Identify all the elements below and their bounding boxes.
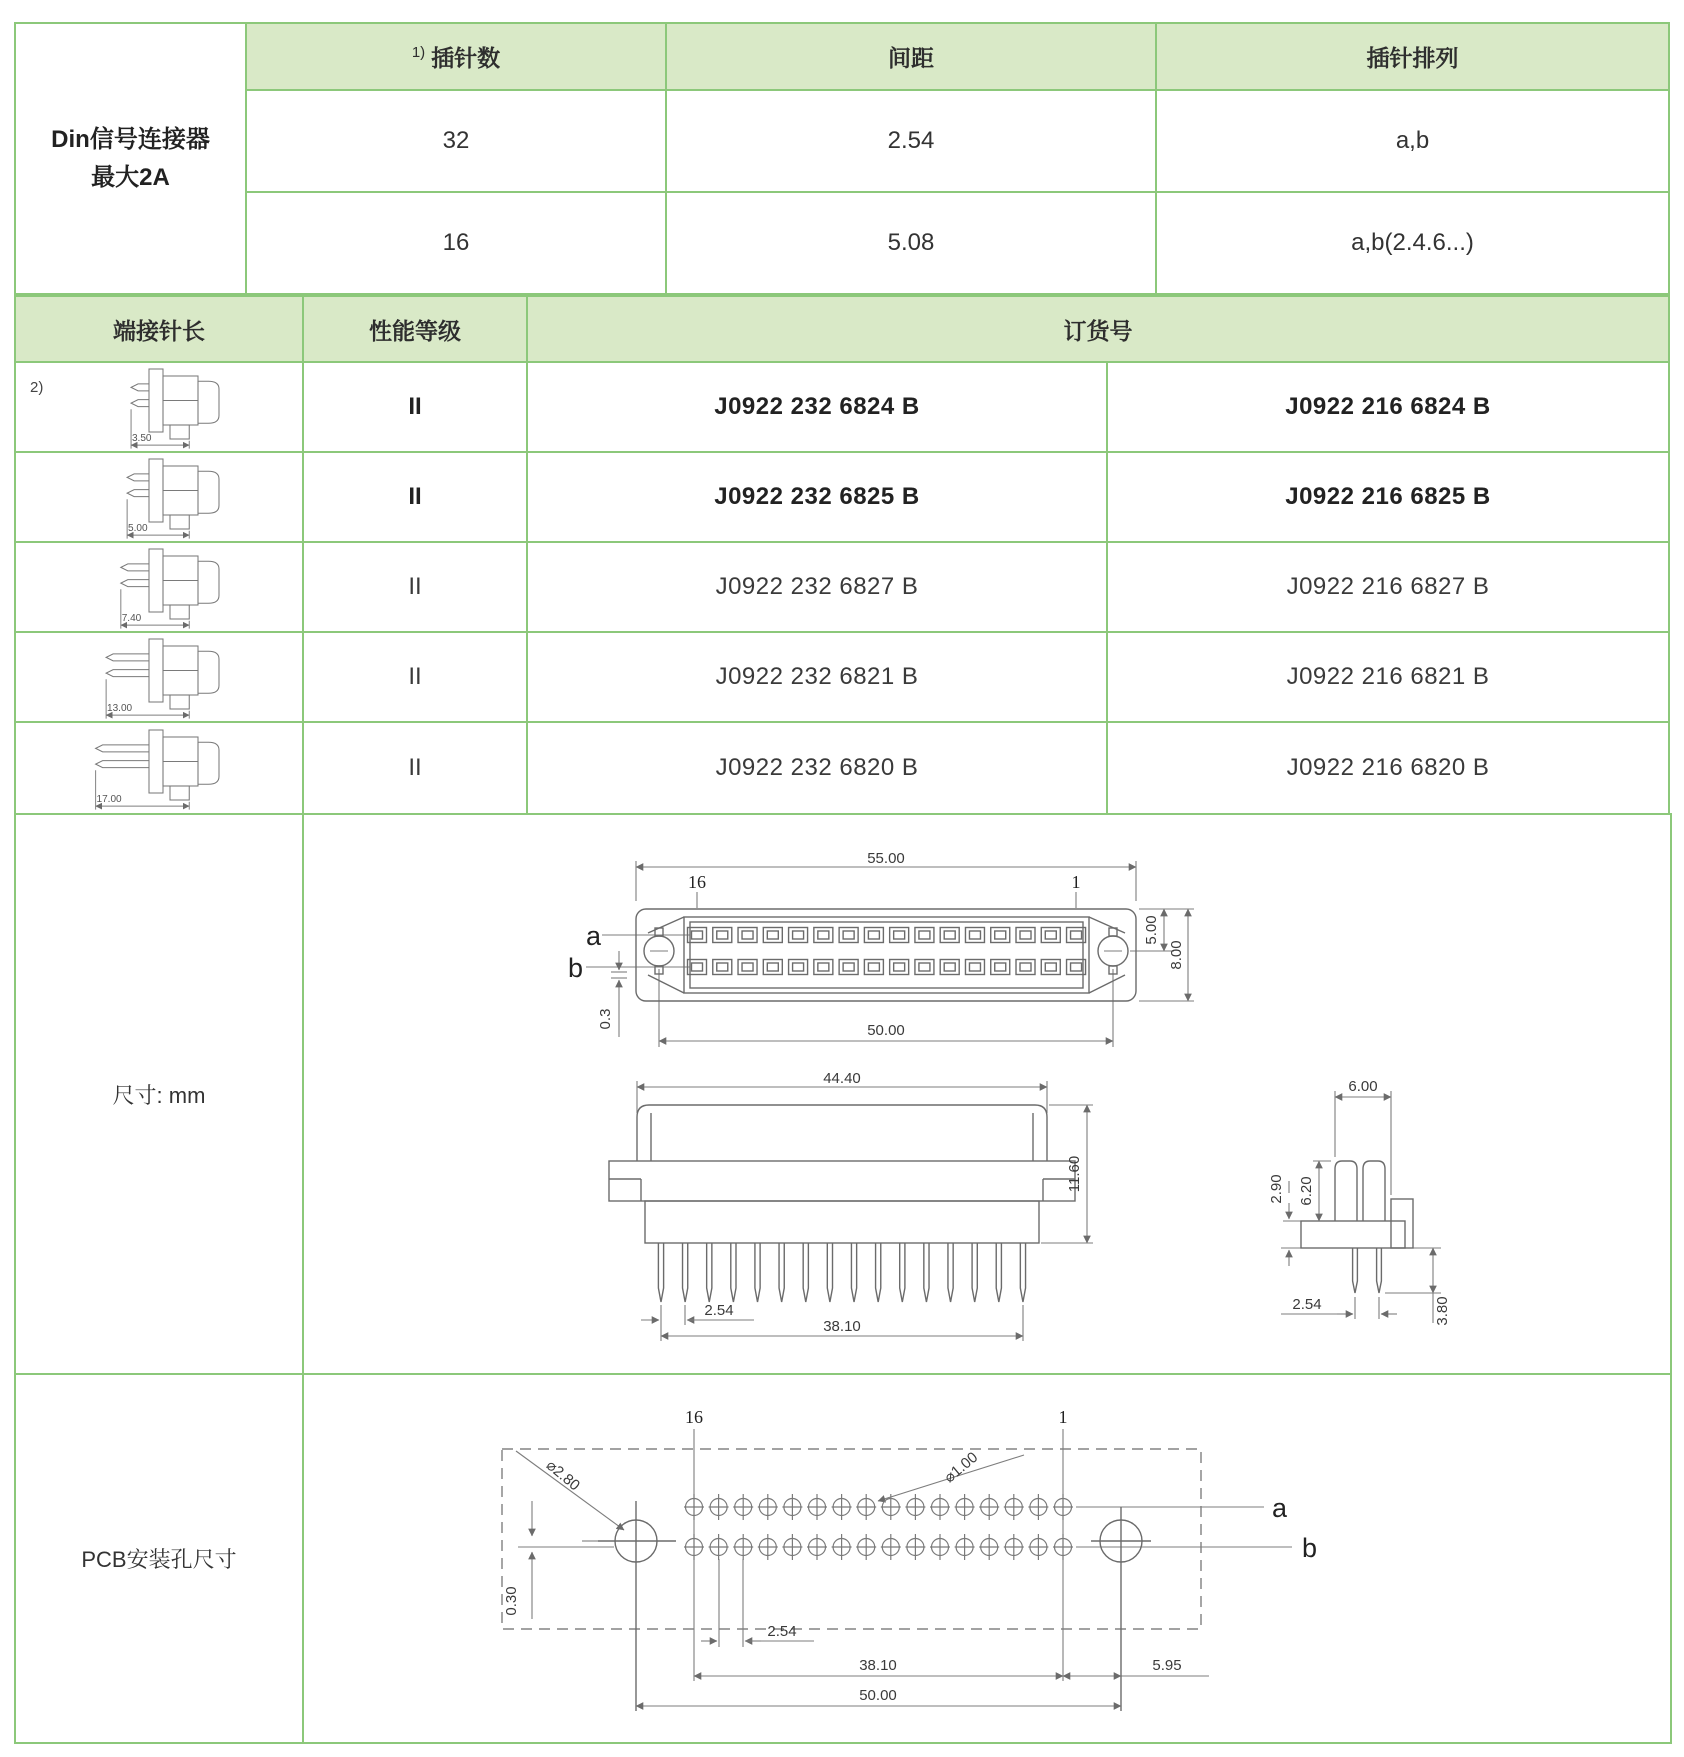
- pins-note-mark: 1): [411, 44, 426, 61]
- end-dim-620: 6.20: [1298, 1176, 1315, 1206]
- order-number-16pin: J0922 216 6824 B: [1108, 363, 1668, 453]
- arrangement-value-row1: a,b: [1157, 91, 1668, 193]
- order-number-16pin: J0922 216 6820 B: [1108, 723, 1668, 813]
- svg-text:3.50: 3.50: [131, 432, 151, 444]
- col-header-order-no: 订货号: [528, 297, 1668, 363]
- svg-text:17.00: 17.00: [96, 793, 122, 805]
- pcb-drawing-area: [304, 1375, 1670, 1742]
- front-body-outline: [636, 909, 1136, 1001]
- bottom-dim-254: 2.54: [704, 1302, 734, 1319]
- pin-length-diagram: [72, 542, 247, 633]
- pitch-value-row2: 5.08: [667, 193, 1157, 293]
- pcb-pin16-label: 16: [685, 1407, 703, 1427]
- bottom-pins: [658, 1243, 1025, 1302]
- order-number-32pin: J0922 232 6824 B: [528, 363, 1108, 453]
- front-dim-8: 8.00: [1168, 940, 1185, 970]
- bottom-dim-3810: 38.10: [823, 1318, 861, 1335]
- arrangement-value-row2: a,b(2.4.6...): [1157, 193, 1668, 293]
- pins-value-row2: 16: [247, 193, 667, 293]
- order-number-32pin: J0922 232 6827 B: [528, 543, 1108, 633]
- end-dim-380: 3.80: [1434, 1296, 1451, 1326]
- order-number-16pin: J0922 216 6825 B: [1108, 453, 1668, 543]
- pin-length-diagram-cell: [16, 453, 304, 543]
- product-name-cell: [16, 24, 247, 293]
- col-header-grade: 性能等级: [304, 297, 528, 363]
- pitch-value-row1: 2.54: [667, 91, 1157, 193]
- col-header-pitch: 间距: [667, 24, 1157, 91]
- footnote-mark: 2): [30, 379, 44, 396]
- grade-value: II: [304, 633, 528, 723]
- col-header-pins: 1) 插针数: [247, 24, 667, 91]
- pcb-dim-3810: 38.10: [859, 1657, 897, 1674]
- pcb-mount-holes: [598, 1501, 1151, 1711]
- front-dim-03: 0.3: [597, 1008, 614, 1030]
- order-number-16pin: J0922 216 6821 B: [1108, 633, 1668, 723]
- pin-length-diagram-cell: [16, 363, 304, 453]
- front-row-b-label: b: [568, 953, 584, 983]
- end-dim-290: 2.90: [1268, 1174, 1285, 1204]
- dimensions-section: [14, 813, 1672, 1375]
- product-name-line1: Din信号连接器: [51, 126, 210, 154]
- pcb-pin-holes: [684, 1494, 1073, 1560]
- svg-text:7.40: 7.40: [121, 612, 141, 624]
- order-number-32pin: J0922 232 6825 B: [528, 453, 1108, 543]
- pin-length-diagram: [72, 723, 247, 814]
- front-pin1-label: 1: [1071, 872, 1081, 892]
- pin-length-diagram-cell: [16, 723, 304, 813]
- pcb-pin1-label: 1: [1058, 1407, 1068, 1427]
- front-view-drawing: [544, 851, 1204, 1065]
- pins-value-row1: 32: [247, 91, 667, 193]
- svg-text:13.00: 13.00: [106, 702, 132, 714]
- pcb-pattern-drawing: [464, 1389, 1364, 1727]
- pcb-dim-5000: 50.00: [859, 1687, 897, 1704]
- pin-length-diagram: [72, 632, 247, 723]
- pcb-section-label: PCB安装孔尺寸: [16, 1375, 304, 1742]
- svg-text:5.00: 5.00: [127, 522, 148, 534]
- end-dim-600: 6.00: [1348, 1078, 1378, 1095]
- pcb-dia-pin: ⌀1.00: [940, 1448, 982, 1487]
- pcb-dim-254: 2.54: [767, 1623, 797, 1640]
- front-dim-55: 55.00: [867, 851, 905, 867]
- pcb-dim-595: 5.95: [1152, 1657, 1182, 1674]
- bottom-dim-1160: 11.60: [1066, 1155, 1083, 1193]
- order-table: [14, 295, 1670, 815]
- order-number-16pin: J0922 216 6827 B: [1108, 543, 1668, 633]
- front-dim-lines: [586, 861, 1194, 1047]
- pcb-dim-030: 0.30: [503, 1586, 520, 1616]
- grade-value: II: [304, 363, 528, 453]
- pin-length-diagram-cell: [16, 543, 304, 633]
- front-pin-cavities: [688, 928, 1086, 975]
- grade-value: II: [304, 453, 528, 543]
- front-pin16-label: 16: [688, 872, 706, 892]
- pcb-dia-mount: ⌀2.80: [542, 1456, 584, 1495]
- end-dim-254: 2.54: [1292, 1296, 1322, 1313]
- pin-length-diagram: [72, 362, 247, 453]
- dimensions-section-label: 尺寸: mm: [16, 815, 304, 1373]
- end-dim-lines: [1281, 1091, 1441, 1323]
- end-view-drawing: [1219, 1071, 1459, 1350]
- bottom-dim-4440: 44.40: [823, 1073, 861, 1087]
- front-dim-5: 5.00: [1143, 915, 1160, 945]
- grade-value: II: [304, 723, 528, 813]
- order-number-32pin: J0922 232 6821 B: [528, 633, 1108, 723]
- spec-table: [14, 22, 1670, 295]
- product-name-line2: 最大2A: [91, 163, 170, 191]
- front-dim-50: 50.00: [867, 1022, 905, 1039]
- dimensions-drawings: [304, 815, 1670, 1373]
- order-number-32pin: J0922 232 6820 B: [528, 723, 1108, 813]
- pcb-section: [14, 1373, 1672, 1744]
- bottom-view-drawing: [579, 1073, 1109, 1350]
- front-row-a-label: a: [586, 921, 602, 951]
- col-header-arrangement: 插针排列: [1157, 24, 1668, 91]
- pcb-row-a-label: a: [1272, 1493, 1288, 1523]
- grade-value: II: [304, 543, 528, 633]
- bottom-body-outline: [609, 1105, 1075, 1243]
- col-header-pin-length: 端接针长: [16, 297, 304, 363]
- end-body-outline: [1301, 1161, 1413, 1293]
- pin-length-diagram-cell: [16, 633, 304, 723]
- pin-length-diagram: [72, 452, 247, 543]
- pcb-row-b-label: b: [1302, 1533, 1318, 1563]
- pcb-outline-dashed: [502, 1449, 1201, 1629]
